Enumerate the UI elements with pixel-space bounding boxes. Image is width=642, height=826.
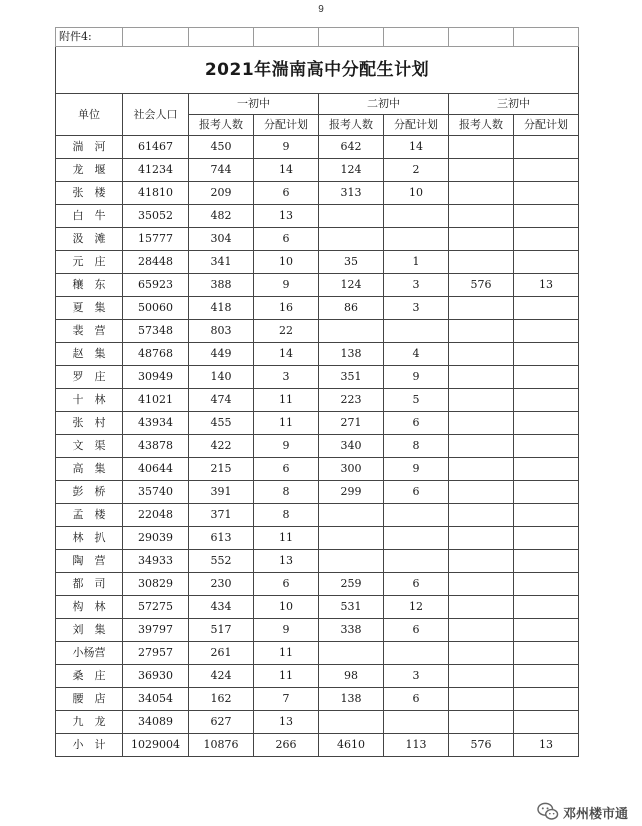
cell-unit: 小杨营 xyxy=(56,642,123,665)
table-row xyxy=(56,527,579,550)
table-row xyxy=(56,504,579,527)
header-school2: 二初中 xyxy=(319,94,449,115)
cell-school3-applicants xyxy=(449,136,514,159)
table-row xyxy=(56,435,579,458)
cell-population: 57275 xyxy=(123,596,189,619)
cell-school1-applicants: 261 xyxy=(189,642,254,665)
cell-population: 28448 xyxy=(123,251,189,274)
watermark xyxy=(537,802,628,822)
cell-school3-quota xyxy=(514,343,579,366)
cell-school1-quota: 11 xyxy=(254,642,319,665)
cell-school1-quota: 10 xyxy=(254,251,319,274)
cell-school1-applicants: 10876 xyxy=(189,734,254,757)
watermark-text: 邓州楼市通 xyxy=(562,806,628,822)
table-row xyxy=(56,642,579,665)
cell-population: 61467 xyxy=(123,136,189,159)
cell-school1-applicants: 162 xyxy=(189,688,254,711)
cell-unit: 文 渠 xyxy=(56,435,123,458)
cell-unit: 林 扒 xyxy=(56,527,123,550)
cell-school3-applicants xyxy=(449,504,514,527)
cell-school1-quota: 6 xyxy=(254,573,319,596)
cell-population: 35052 xyxy=(123,205,189,228)
cell-school2-applicants xyxy=(319,527,384,550)
cell-unit: 龙 堰 xyxy=(56,159,123,182)
cell-school2-applicants: 138 xyxy=(319,688,384,711)
cell-unit: 张 村 xyxy=(56,412,123,435)
header-quota: 分配计划 xyxy=(254,115,319,136)
cell-school1-quota: 266 xyxy=(254,734,319,757)
cell-school3-applicants xyxy=(449,389,514,412)
cell-school2-quota: 6 xyxy=(384,412,449,435)
cell-unit: 张 楼 xyxy=(56,182,123,205)
cell-population: 30949 xyxy=(123,366,189,389)
cell-school1-applicants: 517 xyxy=(189,619,254,642)
cell-unit: 构 林 xyxy=(56,596,123,619)
cell-population: 34054 xyxy=(123,688,189,711)
cell-school2-applicants xyxy=(319,228,384,251)
cell-school3-applicants xyxy=(449,412,514,435)
cell-school2-applicants: 299 xyxy=(319,481,384,504)
table-row xyxy=(56,412,579,435)
cell-school2-applicants xyxy=(319,711,384,734)
cell-school2-quota: 9 xyxy=(384,366,449,389)
header-applicants: 报考人数 xyxy=(449,115,514,136)
cell-population: 43878 xyxy=(123,435,189,458)
cell-school1-quota: 9 xyxy=(254,136,319,159)
cell-unit: 桑 庄 xyxy=(56,665,123,688)
cell-school3-quota xyxy=(514,688,579,711)
cell-school1-applicants: 140 xyxy=(189,366,254,389)
cell-school1-quota: 6 xyxy=(254,228,319,251)
cell-school2-quota xyxy=(384,228,449,251)
cell-population: 36930 xyxy=(123,665,189,688)
cell-school1-applicants: 434 xyxy=(189,596,254,619)
cell-school1-applicants: 613 xyxy=(189,527,254,550)
cell-school3-quota xyxy=(514,228,579,251)
cell-school2-applicants xyxy=(319,320,384,343)
cell-school3-quota xyxy=(514,136,579,159)
cell-population: 34933 xyxy=(123,550,189,573)
cell-school2-applicants: 86 xyxy=(319,297,384,320)
cell-school3-quota xyxy=(514,159,579,182)
cell-unit: 罗 庄 xyxy=(56,366,123,389)
cell-unit: 九 龙 xyxy=(56,711,123,734)
cell-unit: 赵 集 xyxy=(56,343,123,366)
cell-school2-quota: 10 xyxy=(384,182,449,205)
table-row xyxy=(56,228,579,251)
table-row xyxy=(56,389,579,412)
cell-school2-quota: 5 xyxy=(384,389,449,412)
cell-school3-applicants xyxy=(449,205,514,228)
cell-school1-quota: 14 xyxy=(254,343,319,366)
cell-school2-quota: 6 xyxy=(384,619,449,642)
cell-unit: 白 牛 xyxy=(56,205,123,228)
cell-school3-quota xyxy=(514,320,579,343)
cell-school1-quota: 13 xyxy=(254,205,319,228)
attachment-label: 附件4: xyxy=(56,28,123,47)
cell-school2-quota xyxy=(384,711,449,734)
cell-school1-applicants: 388 xyxy=(189,274,254,297)
table-row xyxy=(56,343,579,366)
cell-population: 41810 xyxy=(123,182,189,205)
cell-school2-applicants: 340 xyxy=(319,435,384,458)
subtotal-row xyxy=(56,734,579,757)
cell-school2-quota xyxy=(384,527,449,550)
cell-school2-applicants: 313 xyxy=(319,182,384,205)
table-row xyxy=(56,665,579,688)
cell-unit: 穰 东 xyxy=(56,274,123,297)
cell-population: 15777 xyxy=(123,228,189,251)
cell-school2-quota: 2 xyxy=(384,159,449,182)
cell-school1-quota: 13 xyxy=(254,550,319,573)
cell-school1-quota: 22 xyxy=(254,320,319,343)
cell-school2-quota: 8 xyxy=(384,435,449,458)
cell-population: 41234 xyxy=(123,159,189,182)
cell-school2-quota: 6 xyxy=(384,573,449,596)
cell-school2-applicants: 531 xyxy=(319,596,384,619)
cell-school3-quota xyxy=(514,412,579,435)
cell-school1-applicants: 552 xyxy=(189,550,254,573)
table-row xyxy=(56,573,579,596)
cell-school3-quota xyxy=(514,527,579,550)
header-applicants: 报考人数 xyxy=(189,115,254,136)
table-row xyxy=(56,458,579,481)
cell-population: 40644 xyxy=(123,458,189,481)
cell-school1-applicants: 230 xyxy=(189,573,254,596)
header-row-1 xyxy=(56,94,579,115)
cell-school2-applicants: 642 xyxy=(319,136,384,159)
cell-school2-applicants xyxy=(319,205,384,228)
cell-unit: 腰 店 xyxy=(56,688,123,711)
cell-population: 41021 xyxy=(123,389,189,412)
cell-school2-quota xyxy=(384,504,449,527)
cell-school3-quota xyxy=(514,458,579,481)
cell-school1-quota: 10 xyxy=(254,596,319,619)
cell-population: 39797 xyxy=(123,619,189,642)
cell-school1-quota: 9 xyxy=(254,435,319,458)
cell-school3-applicants xyxy=(449,642,514,665)
cell-school1-applicants: 803 xyxy=(189,320,254,343)
cell-school3-applicants xyxy=(449,251,514,274)
table-row xyxy=(56,274,579,297)
cell-school1-applicants: 215 xyxy=(189,458,254,481)
cell-school2-quota: 9 xyxy=(384,458,449,481)
cell-school2-quota xyxy=(384,205,449,228)
cell-school2-applicants: 35 xyxy=(319,251,384,274)
table-title: 2021年湍南高中分配生计划 xyxy=(56,47,579,94)
cell-school3-applicants xyxy=(449,458,514,481)
header-school1: 一初中 xyxy=(189,94,319,115)
cell-school3-quota: 13 xyxy=(514,274,579,297)
cell-school1-quota: 11 xyxy=(254,665,319,688)
cell-school2-applicants: 4610 xyxy=(319,734,384,757)
cell-unit: 十 林 xyxy=(56,389,123,412)
cell-school3-quota xyxy=(514,389,579,412)
cell-school2-applicants: 124 xyxy=(319,274,384,297)
cell-school2-applicants: 98 xyxy=(319,665,384,688)
cell-school2-applicants: 351 xyxy=(319,366,384,389)
cell-school1-quota: 9 xyxy=(254,274,319,297)
cell-school1-applicants: 455 xyxy=(189,412,254,435)
cell-school2-quota: 3 xyxy=(384,297,449,320)
cell-unit: 夏 集 xyxy=(56,297,123,320)
cell-school3-applicants xyxy=(449,366,514,389)
cell-population: 30829 xyxy=(123,573,189,596)
title-row xyxy=(56,47,579,94)
cell-school2-quota: 12 xyxy=(384,596,449,619)
cell-school2-applicants: 259 xyxy=(319,573,384,596)
cell-school2-quota: 6 xyxy=(384,481,449,504)
cell-school1-applicants: 744 xyxy=(189,159,254,182)
table-row xyxy=(56,366,579,389)
cell-school1-applicants: 209 xyxy=(189,182,254,205)
cell-school1-quota: 11 xyxy=(254,412,319,435)
table-row xyxy=(56,136,579,159)
cell-population: 35740 xyxy=(123,481,189,504)
cell-school1-applicants: 304 xyxy=(189,228,254,251)
table-row xyxy=(56,688,579,711)
allocation-table xyxy=(55,27,579,757)
cell-school1-quota: 14 xyxy=(254,159,319,182)
cell-school1-quota: 8 xyxy=(254,481,319,504)
cell-unit: 高 集 xyxy=(56,458,123,481)
cell-school3-quota xyxy=(514,435,579,458)
cell-school1-applicants: 449 xyxy=(189,343,254,366)
cell-school1-applicants: 627 xyxy=(189,711,254,734)
attachment-row xyxy=(56,28,579,47)
cell-school1-quota: 16 xyxy=(254,297,319,320)
cell-school3-applicants xyxy=(449,159,514,182)
cell-school2-quota: 3 xyxy=(384,665,449,688)
cell-school1-quota: 3 xyxy=(254,366,319,389)
cell-school1-applicants: 424 xyxy=(189,665,254,688)
header-unit: 单位 xyxy=(56,94,123,136)
cell-school2-applicants: 338 xyxy=(319,619,384,642)
cell-unit: 刘 集 xyxy=(56,619,123,642)
cell-school3-quota xyxy=(514,665,579,688)
cell-population: 48768 xyxy=(123,343,189,366)
cell-school3-quota xyxy=(514,366,579,389)
cell-school3-quota xyxy=(514,251,579,274)
table-row xyxy=(56,711,579,734)
cell-school2-quota xyxy=(384,320,449,343)
cell-school2-applicants: 300 xyxy=(319,458,384,481)
header-population: 社会人口 xyxy=(123,94,189,136)
table-row xyxy=(56,297,579,320)
cell-school1-quota: 8 xyxy=(254,504,319,527)
table-row xyxy=(56,320,579,343)
cell-school3-quota xyxy=(514,205,579,228)
cell-school2-quota: 113 xyxy=(384,734,449,757)
cell-school3-quota: 13 xyxy=(514,734,579,757)
cell-population: 57348 xyxy=(123,320,189,343)
cell-school2-quota: 4 xyxy=(384,343,449,366)
cell-school3-applicants xyxy=(449,711,514,734)
cell-unit: 都 司 xyxy=(56,573,123,596)
cell-population: 22048 xyxy=(123,504,189,527)
cell-school3-quota xyxy=(514,504,579,527)
table-row xyxy=(56,619,579,642)
cell-school1-applicants: 391 xyxy=(189,481,254,504)
cell-school2-quota: 3 xyxy=(384,274,449,297)
cell-school3-applicants: 576 xyxy=(449,274,514,297)
cell-school1-quota: 11 xyxy=(254,389,319,412)
table-row xyxy=(56,596,579,619)
cell-school1-quota: 9 xyxy=(254,619,319,642)
wechat-icon xyxy=(537,802,559,822)
cell-unit: 陶 营 xyxy=(56,550,123,573)
cell-school3-quota xyxy=(514,711,579,734)
cell-school3-applicants xyxy=(449,343,514,366)
cell-school1-applicants: 482 xyxy=(189,205,254,228)
cell-school2-applicants: 124 xyxy=(319,159,384,182)
cell-population: 1029004 xyxy=(123,734,189,757)
cell-population: 34089 xyxy=(123,711,189,734)
table-row xyxy=(56,481,579,504)
cell-school1-quota: 6 xyxy=(254,458,319,481)
cell-unit: 元 庄 xyxy=(56,251,123,274)
cell-school1-quota: 11 xyxy=(254,527,319,550)
cell-unit: 裴 营 xyxy=(56,320,123,343)
header-quota: 分配计划 xyxy=(384,115,449,136)
header-applicants: 报考人数 xyxy=(319,115,384,136)
table-row xyxy=(56,182,579,205)
cell-unit: 彭 桥 xyxy=(56,481,123,504)
cell-school3-quota xyxy=(514,550,579,573)
cell-school3-applicants xyxy=(449,619,514,642)
cell-school2-applicants xyxy=(319,504,384,527)
table-row xyxy=(56,550,579,573)
cell-school3-quota xyxy=(514,297,579,320)
cell-school3-quota xyxy=(514,642,579,665)
cell-school1-quota: 6 xyxy=(254,182,319,205)
table-row xyxy=(56,251,579,274)
cell-school1-applicants: 450 xyxy=(189,136,254,159)
cell-school2-quota xyxy=(384,550,449,573)
cell-school3-applicants: 576 xyxy=(449,734,514,757)
cell-school1-applicants: 371 xyxy=(189,504,254,527)
cell-population: 43934 xyxy=(123,412,189,435)
cell-school3-quota xyxy=(514,619,579,642)
cell-school1-applicants: 418 xyxy=(189,297,254,320)
cell-school2-quota xyxy=(384,642,449,665)
cell-school3-applicants xyxy=(449,182,514,205)
cell-school2-applicants: 138 xyxy=(319,343,384,366)
cell-school1-quota: 7 xyxy=(254,688,319,711)
cell-school2-applicants xyxy=(319,550,384,573)
header-quota: 分配计划 xyxy=(514,115,579,136)
cell-school2-applicants xyxy=(319,642,384,665)
cell-school3-applicants xyxy=(449,320,514,343)
cell-school3-applicants xyxy=(449,297,514,320)
cell-school2-quota: 6 xyxy=(384,688,449,711)
cell-school2-quota: 14 xyxy=(384,136,449,159)
cell-school3-applicants xyxy=(449,228,514,251)
cell-school3-quota xyxy=(514,573,579,596)
cell-unit: 汲 滩 xyxy=(56,228,123,251)
page-number: 9 xyxy=(318,4,324,15)
cell-school3-quota xyxy=(514,481,579,504)
cell-unit: 湍 河 xyxy=(56,136,123,159)
cell-school3-applicants xyxy=(449,527,514,550)
cell-population: 27957 xyxy=(123,642,189,665)
cell-unit: 小 计 xyxy=(56,734,123,757)
cell-school3-applicants xyxy=(449,435,514,458)
header-school3: 三初中 xyxy=(449,94,579,115)
cell-school3-applicants xyxy=(449,550,514,573)
cell-school2-applicants: 223 xyxy=(319,389,384,412)
cell-school1-applicants: 474 xyxy=(189,389,254,412)
cell-school1-quota: 13 xyxy=(254,711,319,734)
cell-school3-applicants xyxy=(449,665,514,688)
cell-school3-quota xyxy=(514,182,579,205)
table-row xyxy=(56,205,579,228)
cell-unit: 孟 楼 xyxy=(56,504,123,527)
cell-school1-applicants: 341 xyxy=(189,251,254,274)
cell-school2-applicants: 271 xyxy=(319,412,384,435)
cell-population: 65923 xyxy=(123,274,189,297)
table-row xyxy=(56,159,579,182)
cell-school3-applicants xyxy=(449,688,514,711)
cell-school2-quota: 1 xyxy=(384,251,449,274)
cell-population: 50060 xyxy=(123,297,189,320)
cell-population: 29039 xyxy=(123,527,189,550)
cell-school3-quota xyxy=(514,596,579,619)
cell-school3-applicants xyxy=(449,596,514,619)
cell-school3-applicants xyxy=(449,481,514,504)
cell-school1-applicants: 422 xyxy=(189,435,254,458)
cell-school3-applicants xyxy=(449,573,514,596)
